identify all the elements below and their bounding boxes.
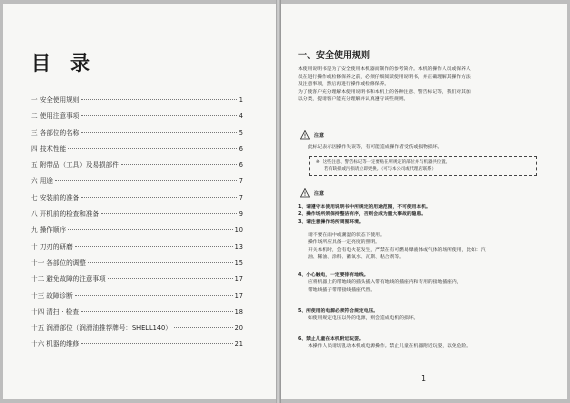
toc-entry xyxy=(31,273,243,289)
toc-entry-page: 21 xyxy=(234,340,243,349)
toc-entry-title: 十三 故障诊断 xyxy=(31,291,73,300)
rule-item: 1、请遵守本使用说明书中所规定的用途范围，不可使用本机。 xyxy=(298,205,431,210)
toc-entry-page: 6 xyxy=(238,144,243,153)
toc-entry xyxy=(31,322,243,338)
warning-triangle-icon xyxy=(300,130,310,140)
notice-label: 注意 xyxy=(314,132,325,139)
toc-entry-page: 10 xyxy=(234,226,243,235)
toc-entry-page: 17 xyxy=(234,291,243,300)
toc-leader-dots xyxy=(81,311,233,312)
toc-entry xyxy=(31,143,243,159)
warning-box xyxy=(309,156,537,176)
rule-item: 3、请注意操作场所周围环境。 xyxy=(298,219,364,225)
toc-entry xyxy=(31,159,243,175)
rule-subitem: 请不要在雨中或潮湿的状态下使用。 xyxy=(308,233,385,238)
toc-leader-dots xyxy=(81,115,237,116)
rule-4 xyxy=(298,272,556,294)
toc-entry-title: 五 附带品（工具）及易损部件 xyxy=(31,161,119,170)
rule-item: 4、小心触电，一定要排有地线。 xyxy=(298,273,369,278)
toc-leader-dots xyxy=(81,197,237,198)
toc-entry-page: 1 xyxy=(238,96,243,104)
toc-leader-dots xyxy=(55,180,237,181)
toc-entry xyxy=(31,306,243,322)
notice-text: 此标记表示因操作失误等，有可能造成操作者受伤或损物损坏。 xyxy=(308,145,443,150)
toc-leader-dots xyxy=(75,246,233,247)
toc-entry-page: 13 xyxy=(234,242,243,251)
toc-entry-title: 十二 避免故障的注意事项 xyxy=(31,275,106,284)
rule-item: 5、所使用的电源必须符合规定电压。 xyxy=(298,309,379,314)
toc-entry xyxy=(31,175,243,191)
toc-entry-title: 四 技术性能 xyxy=(31,144,67,153)
toc-entry-page: 5 xyxy=(238,128,243,137)
toc-entry-title: 二 使用注意事项 xyxy=(31,112,80,121)
rule-subitem: 带地线插子带带接线插座代替。 xyxy=(308,287,376,293)
toc-entry-page: 6 xyxy=(238,161,243,170)
intro-line: 为了使客户充分理解本使用说明书和本机上的各种注意、警告标记等，我们对其加 xyxy=(298,89,471,95)
rule-6 xyxy=(298,336,556,351)
toc-list xyxy=(31,94,243,355)
toc-entry-title: 八 开机前的检查和准备 xyxy=(31,210,100,219)
toc-entry-page: 4 xyxy=(238,112,243,121)
toc-leader-dots xyxy=(75,295,233,296)
environment-notes xyxy=(298,232,556,262)
page-number: 1 xyxy=(421,374,427,383)
toc-entry xyxy=(31,192,243,208)
toc-leader-dots xyxy=(121,164,237,165)
warning-line: ※ 这些注意、警告标记等一定要贴在所规定的部位并与机器共位置。 xyxy=(316,160,451,165)
toc-entry-page: 7 xyxy=(238,193,243,202)
toc-entry-page: 7 xyxy=(238,177,243,186)
toc-entry xyxy=(31,290,243,306)
toc-entry-title: 六 用途 xyxy=(31,177,53,186)
intro-line: 本使用说明书是为了安全使用本机器而制作的参考简介。本机的操作人员或保养人 xyxy=(298,67,471,72)
toc-entry-title: 一 安全使用规则 xyxy=(31,96,80,104)
safety-page xyxy=(281,4,567,399)
rule-subitem: 本操作人员请切乱动本机或电源操作。禁止儿童在机器附近玩耍，以免危险。 xyxy=(308,344,472,350)
toc-entry-title: 九 操作顺序 xyxy=(31,226,67,235)
rule-subitem: 应将机器上的带地线的插头插入带有地线的插座内和专用的接地插座内， xyxy=(308,280,462,286)
toc-entry-page: 9 xyxy=(238,210,243,219)
toc-entry-page: 15 xyxy=(234,258,243,267)
warning-line: 若有缺损或污损请立即更换。（可与本公司或代理店联系） xyxy=(324,166,436,172)
rule-subitem: 如使用规定电压以外的电源，则会造成电机的损坏。 xyxy=(308,316,419,322)
intro-line: 以分类，提请客户能充分理解并认真遵守该些规则。 xyxy=(298,97,409,103)
toc-entry-page: 18 xyxy=(234,307,243,316)
toc-entry xyxy=(31,208,243,224)
toc-leader-dots xyxy=(81,99,237,100)
toc-leader-dots xyxy=(68,148,237,149)
toc-entry xyxy=(31,94,243,110)
intro-line: 员在进行操作或检修保养之前，必须仔细阅读使用说明书，并正确理解其操作方法 xyxy=(298,74,471,80)
warning-triangle-icon xyxy=(300,188,310,198)
toc-leader-dots xyxy=(81,343,232,344)
rule-item: 6、禁止儿童在本机附近玩耍。 xyxy=(298,337,364,342)
toc-entry-title: 十 刀刃的研磨 xyxy=(31,242,73,251)
toc-entry-page: 17 xyxy=(234,275,243,284)
toc-entry-title: 十一 各部位的调整 xyxy=(31,258,86,267)
rule-subitem: 油、稀油、涂料、蓄氧水、瓦斯、粘合剂等。 xyxy=(308,255,404,261)
toc-entry-title: 七 安装前的准备 xyxy=(31,193,80,202)
toc-entry-title: 十五 润滑部位（润滑油推荐牌号：SHELL140） xyxy=(31,324,172,333)
rule-item: 2、操作场所须保持整洁有序，否则会成为重大事故的隐患。 xyxy=(298,212,427,218)
notice-caution-1 xyxy=(300,130,324,140)
toc-leader-dots xyxy=(68,229,233,230)
toc-entry xyxy=(31,224,243,240)
note-mark-icon: ※ xyxy=(316,160,320,165)
toc-entry xyxy=(31,257,243,273)
intro-line: 及注意事项，然后再进行操作或检修保养。 xyxy=(298,82,390,88)
toc-leader-dots xyxy=(174,327,233,328)
toc-leader-dots xyxy=(108,278,233,279)
rule-5 xyxy=(298,308,556,323)
toc-title: 目 录 xyxy=(31,51,96,75)
section-title: 一、安全使用规则 xyxy=(298,51,371,61)
toc-leader-dots xyxy=(101,213,237,214)
toc-entry-title: 三 各部位的名称 xyxy=(31,128,80,137)
toc-entry-title: 十四 清扫 · 检查 xyxy=(31,307,79,316)
rule-subitem: 操作场所应具备一定亮度的照明。 xyxy=(308,240,380,246)
rules-list xyxy=(298,204,556,226)
toc-leader-dots xyxy=(88,262,233,263)
toc-entry-page: 20 xyxy=(234,324,243,333)
toc-entry xyxy=(31,127,243,143)
toc-entry xyxy=(31,338,243,354)
rule-subitem: 开关本机时，会有电火花发生，严禁在有可燃易爆液体或气体的场所使用，比如：汽 xyxy=(308,247,486,253)
toc-entry xyxy=(31,110,243,126)
toc-entry xyxy=(31,241,243,257)
notice-caution-2 xyxy=(300,188,324,198)
toc-entry-title: 十六 机器的维修 xyxy=(31,340,80,349)
intro-text xyxy=(298,66,556,104)
toc-leader-dots xyxy=(81,132,237,133)
toc-page xyxy=(3,4,276,399)
notice-label: 注意 xyxy=(314,190,325,197)
